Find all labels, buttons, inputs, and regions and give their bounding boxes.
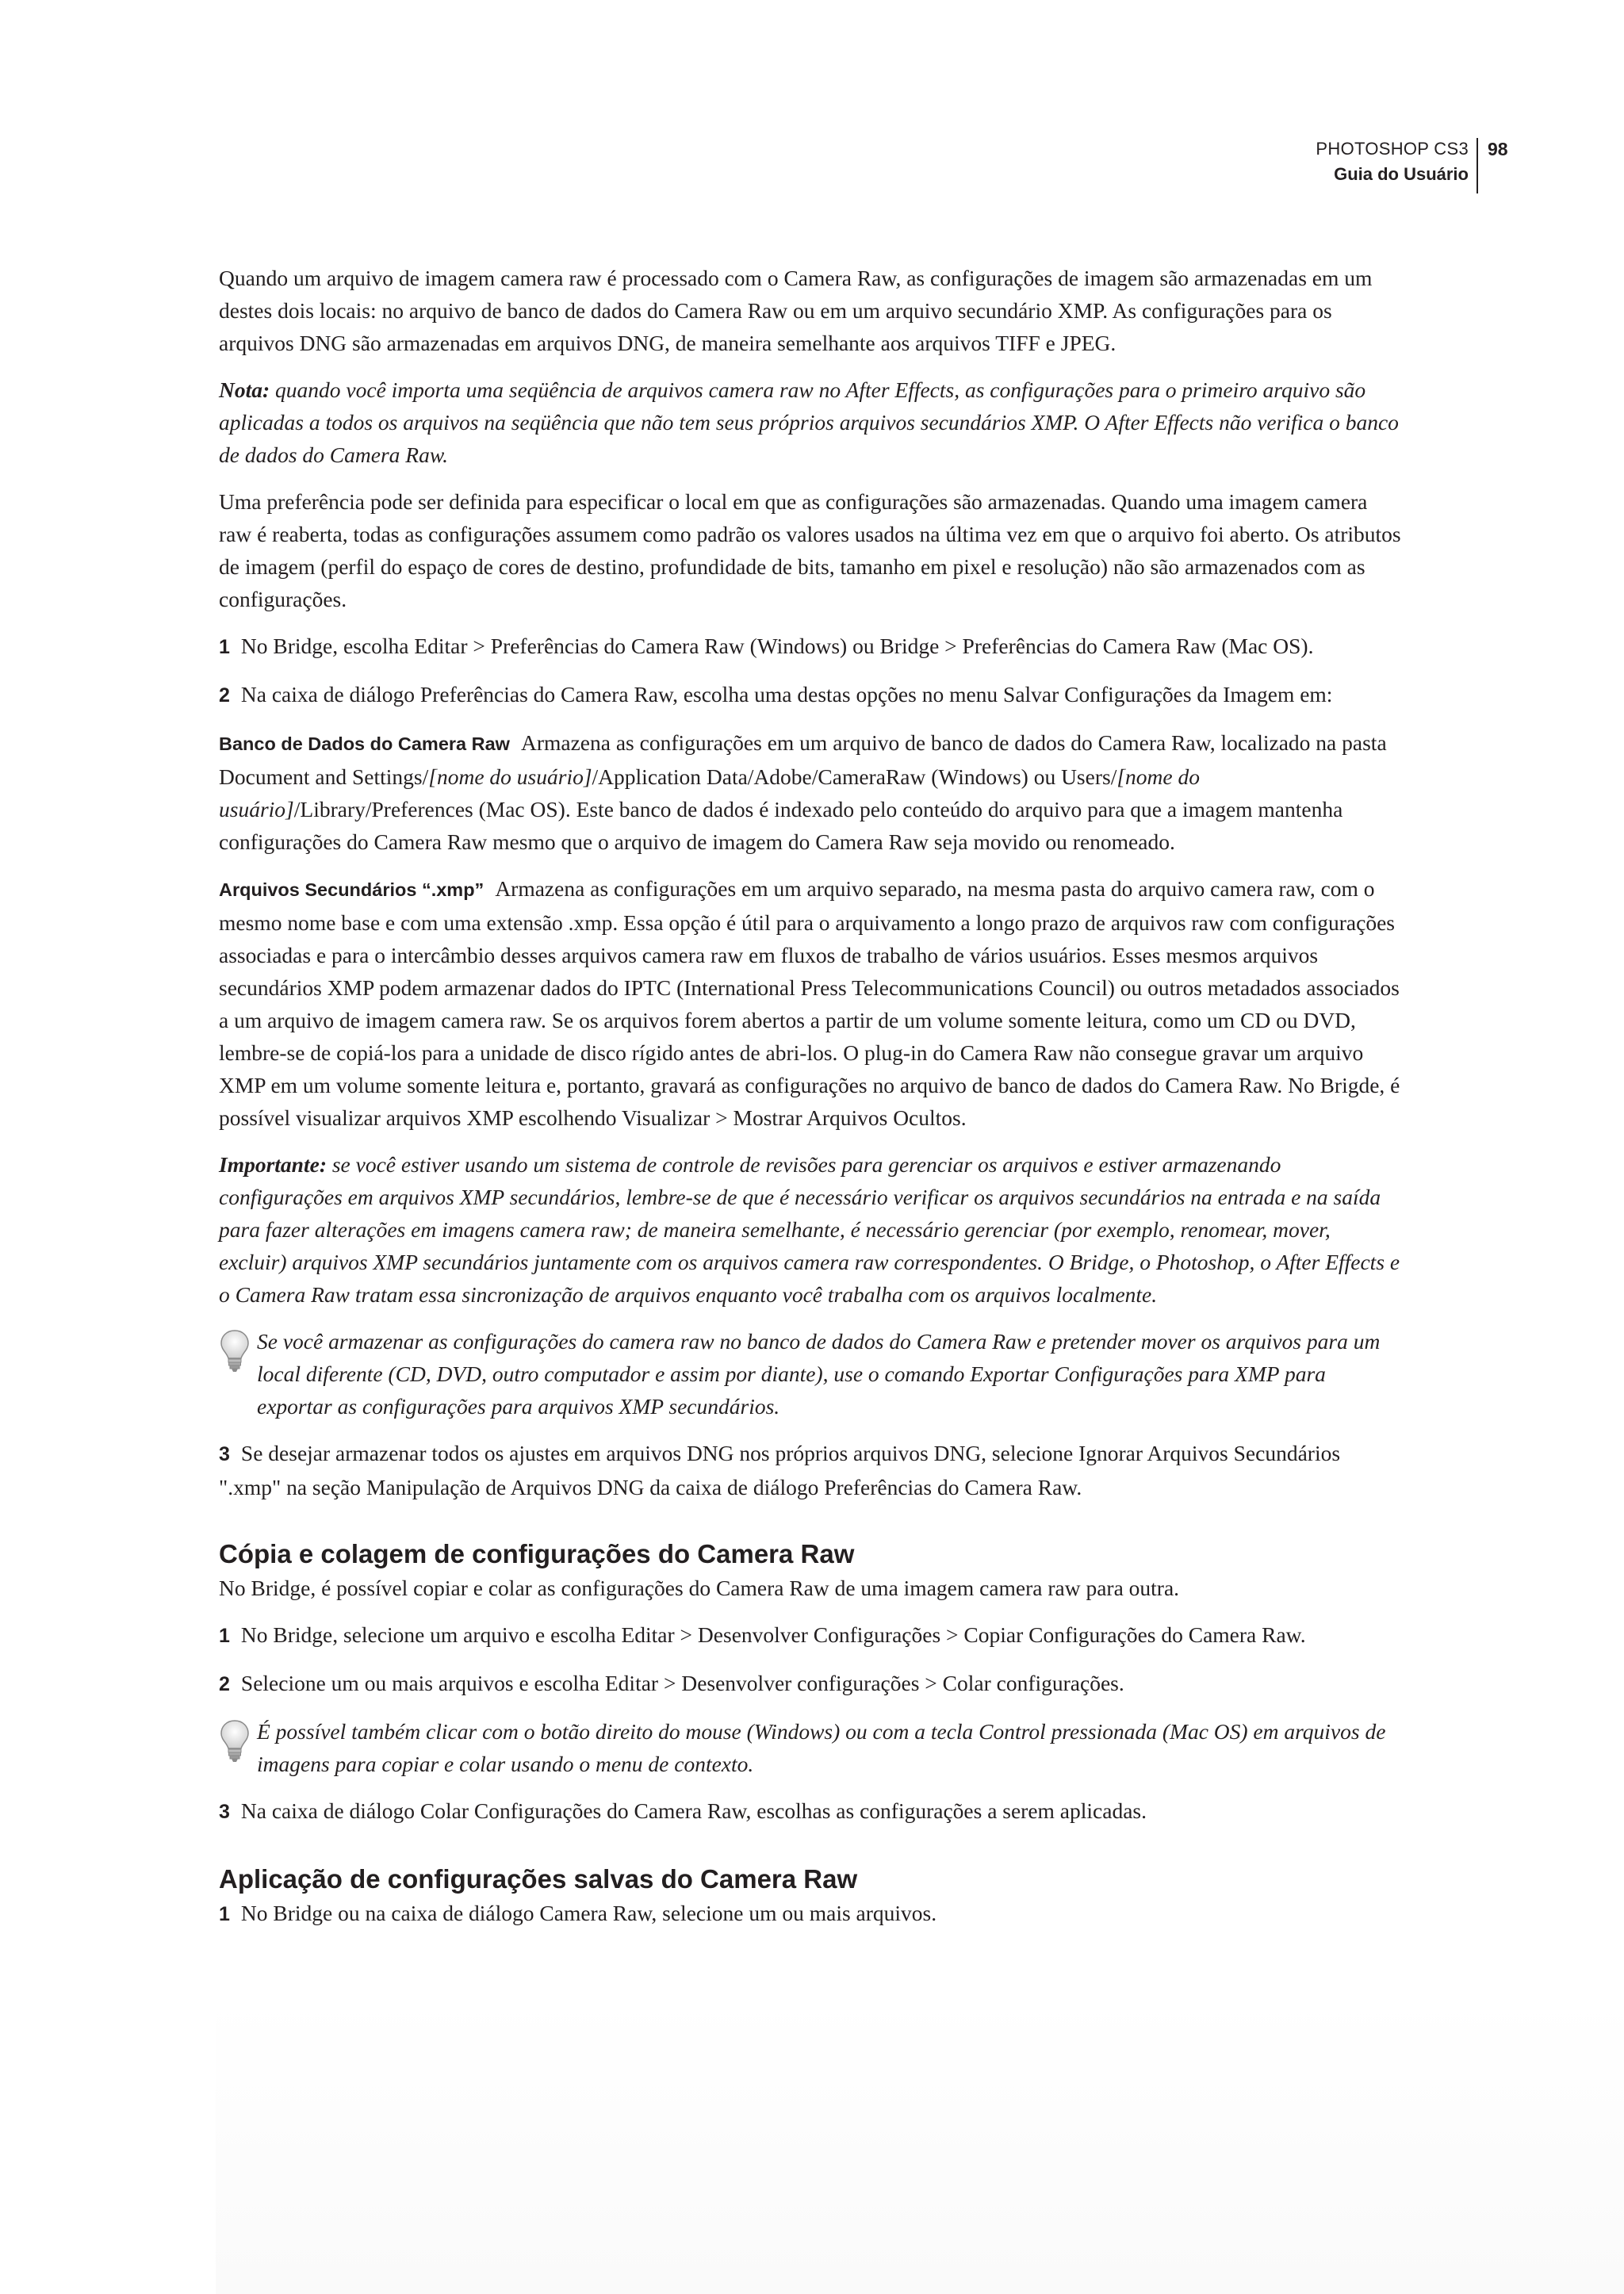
step-3 [219, 1437, 1404, 1503]
paragraph-preference: Uma preferência pode ser definida para especificar o local em que as configurações são armazenadas. Quando uma imagem camera raw é reaberta, todas as configurações assumem como padrão os valores usados na última vez em que o arquivo foi aberto. Os atributos de imagem (perfil do espaço de cores de destino, profundidade de bits, tamanho em pixel e resolução) não são armazenados com as configurações. [219, 489, 1401, 611]
page-content [219, 262, 1404, 1931]
copy-step-2 [219, 1667, 1404, 1701]
note-label: Nota: [219, 377, 270, 402]
step-number: 3 [219, 1801, 230, 1823]
option-text: Armazena as configurações em um arquivo separado, na mesma pasta do arquivo camera raw, com o mesmo nome base e com uma extensão .xmp. Essa opção é útil para o arquivamento a longo prazo de arquivos raw com configurações associadas e para o intercâmbio desses arquivos camera raw em fluxos de trabalho de vários usuários. Esses mesmos arquivos secundários XMP podem armazenar dados do IPTC (International Press Telecommunications Council) ou outros metadados associados a um arquivo de imagem camera raw. Se os arquivos forem abertos a partir de um volume somente leitura, como um CD ou DVD, lembre-se de copiá-los para a unidade de disco rígido antes de abri-los. O plug-in do Camera Raw não consegue gravar um arquivo XMP em um volume somente leitura e, portanto, gravará as configurações no arquivo de banco de dados do Camera Raw. No Brigde, é possível visualizar arquivos XMP escolhendo Visualizar > Mostrar Arquivos Ocultos. [219, 876, 1400, 1130]
option-text: Armazena as configurações em um arquivo de banco de dados do Camera Raw, localizado na pasta Document and Settings/ [219, 730, 1387, 789]
running-header [1189, 136, 1469, 187]
important-text: se você estiver usando um sistema de controle de revisões para gerenciar os arquivos e estiver armazenando configurações em arquivos XMP secundários, lembre-se de que é necessário verificar os arquivos secundários na entrada e na saída para fazer alterações em imagens camera raw; de maneira semelhante, é necessário gerenciar (por exemplo, renomear, mover, excluir) arquivos XMP secundários juntamente com os arquivos camera raw correspondentes. O Bridge, o Photoshop, o After Effects e o Camera Raw tratam essa sincronização de arquivos enquanto você trabalha com os arquivos localmente. [219, 1152, 1400, 1307]
option-text: /Library/Preferences (Mac OS). Este banco de dados é indexado pelo conteúdo do arquivo para que a imagem mantenha configurações do Camera Raw mesmo que o arquivo de imagem do Camera Raw seja movido ou renomeado. [219, 797, 1343, 854]
step-text: Se desejar armazenar todos os ajustes em arquivos DNG nos próprios arquivos DNG, selecione Ignorar Arquivos Secundários ".xmp" na seção Manipulação de Arquivos DNG da caixa de diálogo Preferências do Camera Raw. [219, 1441, 1341, 1499]
heading-apply-saved: Aplicação de configurações salvas do Camera Raw [219, 1864, 858, 1894]
note-text: quando você importa uma seqüência de arquivos camera raw no After Effects, as configurações para o primeiro arquivo são aplicadas a todos os arquivos na seqüência que não tem seus próprios arquivos secundários XMP. O After Effects não verifica o banco de dados do Camera Raw. [219, 377, 1399, 467]
header-divider [1477, 138, 1478, 193]
heading-copy-paste: Cópia e colagem de configurações do Camera Raw [219, 1539, 855, 1568]
step-text: Selecione um ou mais arquivos e escolha Editar > Desenvolver configurações > Colar configurações. [240, 1671, 1124, 1695]
apply-step-1 [219, 1897, 1404, 1931]
step-number: 1 [219, 1625, 230, 1647]
copy-step-1 [219, 1618, 1404, 1653]
paragraph-copy-intro: No Bridge, é possível copiar e colar as configurações do Camera Raw de uma imagem camera raw para outra. [219, 1576, 1180, 1600]
tip-context-menu [219, 1715, 1404, 1780]
copy-step-3 [219, 1794, 1404, 1829]
tip-export-xmp [219, 1325, 1404, 1423]
paragraph-storage: Quando um arquivo de imagem camera raw é processado com o Camera Raw, as configurações de imagem são armazenadas em um destes dois locais: no arquivo de banco de dados do Camera Raw ou em um arquivo secundário XMP. As configurações para os arquivos DNG são armazenadas em arquivos DNG, de maneira semelhante aos arquivos TIFF e JPEG. [219, 266, 1373, 355]
step-text: No Bridge, escolha Editar > Preferências do Camera Raw (Windows) ou Bridge > Preferências do Camera Raw (Mac OS). [240, 634, 1314, 658]
option-text: /Application Data/Adobe/CameraRaw (Windows) ou Users/ [592, 764, 1117, 789]
step-number: 2 [219, 1673, 230, 1695]
step-text: No Bridge ou na caixa de diálogo Camera Raw, selecione um ou mais arquivos. [240, 1901, 937, 1925]
tip-text: É possível também clicar com o botão direito do mouse (Windows) ou com a tecla Control pressionada (Mac OS) em arquivos de imagens para copiar e colar usando o menu de contexto. [257, 1719, 1386, 1776]
note-after-effects [219, 373, 1404, 471]
option-path-variable: [nome do usuário] [428, 764, 592, 789]
step-2 [219, 678, 1404, 712]
step-text: Na caixa de diálogo Preferências do Camera Raw, escolha uma destas opções no menu Salvar Configurações da Imagem em: [240, 682, 1333, 707]
step-number: 1 [219, 1903, 230, 1925]
option-xmp-sidecar [219, 872, 1404, 1134]
header-product: PHOTOSHOP CS3 [1316, 139, 1469, 159]
important-note [219, 1148, 1404, 1311]
option-camera-raw-database [219, 726, 1404, 858]
page-shade [216, 1998, 1624, 2294]
step-number: 1 [219, 636, 230, 658]
lightbulb-icon [219, 1718, 251, 1766]
option-path-variable: [nome do usuário] [219, 764, 1200, 821]
step-number: 3 [219, 1443, 230, 1465]
option-term: Arquivos Secundários “.xmp” [219, 879, 485, 900]
step-text: No Bridge, selecione um arquivo e escolha Editar > Desenvolver Configurações > Copiar Configurações do Camera Raw. [240, 1622, 1306, 1647]
important-label: Importante: [219, 1152, 327, 1177]
step-number: 2 [219, 684, 230, 707]
option-term: Banco de Dados do Camera Raw [219, 733, 510, 754]
tip-text: Se você armazenar as configurações do camera raw no banco de dados do Camera Raw e pretender mover os arquivos para um local diferente (CD, DVD, outro computador e assim por diante), use o comando Exportar Configurações para XMP para exportar as configurações para arquivos XMP secundários. [257, 1329, 1381, 1419]
step-1 [219, 630, 1404, 664]
page-number: 98 [1488, 139, 1508, 159]
header-guide: Guia do Usuário [1334, 164, 1469, 184]
lightbulb-icon [219, 1328, 251, 1376]
step-text: Na caixa de diálogo Colar Configurações do Camera Raw, escolhas as configurações a serem aplicadas. [240, 1798, 1147, 1823]
